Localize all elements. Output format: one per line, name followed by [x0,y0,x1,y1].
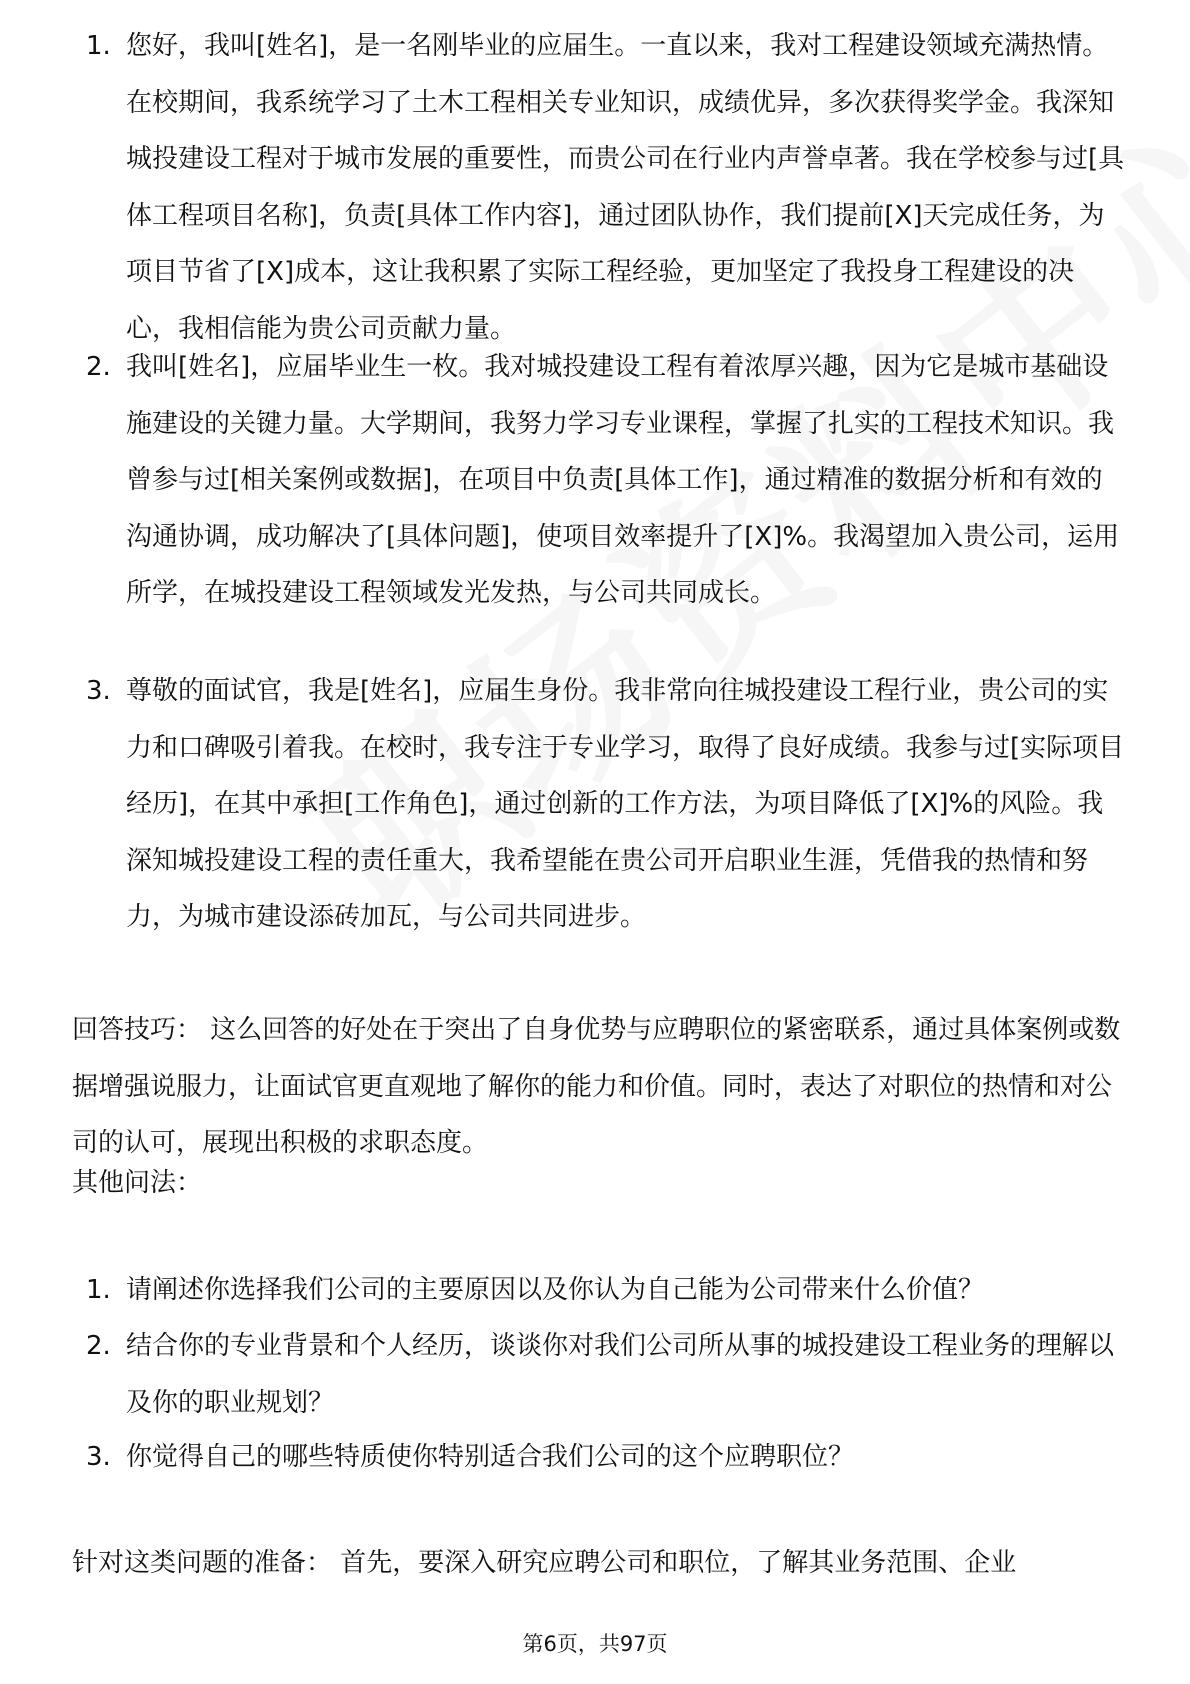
list-number: 3. [86,1442,111,1472]
answer-text: 您好，我叫[姓名]，是一名刚毕业的应届生。一直以来，我对工程建设领域充满热情。在校期间，我系统学习了土木工程相关专业知识，成绩优异，多次获得奖学金。我深知城投建设工程对于城市发展的重要性，而贵公司在行业内声誉卓著。我在学校参与过[具体工程项目名称]，负责[具体工作内容]，通过团队协作，我们提前[X]天完成任务，为项目节省了[X]成本，这让我积累了实际工程经验，更加坚定了我投身工程建设的决心，我相信能为贵公司贡献力量。 [126,31,1125,344]
other-questions-heading: 其他问法： [72,1168,203,1198]
list-number: 1. [86,31,111,61]
question-text: 你觉得自己的哪些特质使你特别适合我们公司的这个应聘职位？ [126,1442,855,1472]
list-number: 2. [86,1331,111,1361]
question-text: 结合你的专业背景和个人经历，谈谈你对我们公司所从事的城投建设工程业务的理解以及你的职业规划？ [126,1331,1115,1418]
page-number: 第6页，共97页 [522,1632,668,1656]
answer-text: 尊敬的面试官，我是[姓名]，应届生身份。我非常向往城投建设工程行业，贵公司的实力和口碑吸引着我。在校时，我专注于专业学习，取得了良好成绩。我参与过[实际项目经历]，在其中承担[工作角色]，通过创新的工作方法，为项目降低了[X]%的风险。我深知城投建设工程的责任重大，我希望能在贵公司开启职业生涯，凭借我的热情和努力，为城市建设添砖加瓦，与公司共同进步。 [126,676,1125,932]
list-number: 3. [86,676,111,706]
list-number: 1. [86,1275,111,1305]
question-text: 请阐述你选择我们公司的主要原因以及你认为自己能为公司带来什么价值？ [126,1275,985,1305]
answer-tips: 回答技巧： 这么回答的好处在于突出了自身优势与应聘职位的紧密联系，通过具体案例或数据增强说服力，让面试官更直观地了解你的能力和价值。同时，表达了对职位的热情和对公司的认可，展现出积极的求职态度。 [72,1015,1121,1158]
list-number: 2. [86,352,111,382]
answer-text: 我叫[姓名]，应届毕业生一枚。我对城投建设工程有着浓厚兴趣，因为它是城市基础设施建设的关键力量。大学期间，我努力学习专业课程，掌握了扎实的工程技术知识。我曾参与过[相关案例或数据]，在项目中负责[具体工作]，通过精准的数据分析和有效的沟通协调，成功解决了[具体问题]，使项目效率提升了[X]%。我渴望加入贵公司，运用所学，在城投建设工程领域发光发热，与公司共同成长。 [126,352,1120,608]
preparation-text: 针对这类问题的准备： 首先，要深入研究应聘公司和职位，了解其业务范围、企业 [72,1548,1017,1578]
